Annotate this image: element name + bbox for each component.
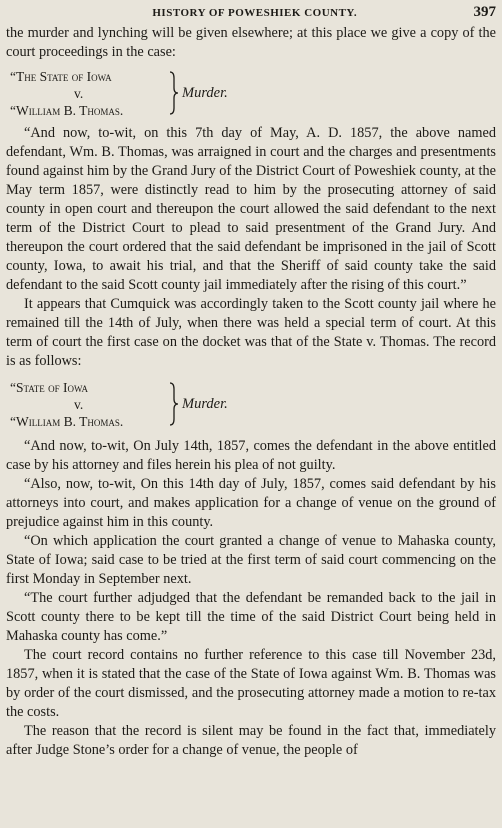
caption-1-plaintiff: “The State of Iowa: [10, 68, 112, 84]
page-number: 397: [473, 4, 496, 20]
paragraph-case-dismissed: The court record contains no further reference to this case till November 23d, 1857, when it is stated that the case of the State of Iowa against Wm. B. Thomas was by order of the court dismissed, and the prosecuting attorney made a motion to re-tax the costs.: [6, 647, 496, 720]
caption-2-plaintiff: “State of Iowa: [10, 379, 89, 395]
caption-1-charge: Murder.: [182, 84, 228, 101]
paragraph-arraignment: “And now, to-wit, on this 7th day of May, A. D. 1857, the above named defendant, Wm. B. Thomas, was arraigned in court and the charges and presentments found against him by the Grand Jury of the District Court of Poweshiek county, at the May term 1857, were distinctly read to him by the prosecuting attorney of said county in open court and thereupon the court allowed the said defendant to the next term of the District Court to plead to said presentment of the Grand Jury. And thereupon the court ordered that the said defendant be imprisoned in the jail of Scott county, Iowa, to await his trial, and that the Sheriff of said county take the said defendant to the said Scott county jail immediately after the rising of this court.”: [6, 125, 496, 293]
paragraph-change-of-venue-application: “Also, now, to-wit, On this 14th day of July, 1857, comes said defendant by his attorneys into court, and makes application for a change of venue on the ground of prejudice against him in this county.: [6, 476, 496, 530]
caption-1-defendant: “William B. Thomas.: [10, 102, 124, 118]
paragraph-plea: “And now, to-wit, On July 14th, 1857, comes the defendant in the above entitled case by his attorney and files herein his plea of not guilty.: [6, 438, 496, 473]
paragraph-remanded: “The court further adjudged that the defendant be remanded back to the jail in Scott county there to be kept till the time of the said District Court being held in Mahaska county has come.”: [6, 590, 496, 644]
case-caption-1: [10, 66, 496, 120]
curly-brace-icon: [168, 381, 180, 427]
case-caption-2: [10, 377, 496, 431]
caption-2-versus: v.: [74, 396, 84, 412]
paragraph-scott-county-jail: It appears that Cumquick was accordingly taken to the Scott county jail where he remained till the 14th of July, when there was held a special term of court. At this term of court the first case on the docket was that of the State v. Thomas. The record is as follows:: [6, 296, 496, 369]
running-head: [6, 0, 496, 24]
curly-brace-icon: [168, 70, 180, 116]
caption-2-defendant: “William B. Thomas.: [10, 413, 124, 429]
running-head-title: HISTORY OF POWESHIEK COUNTY.: [152, 7, 358, 19]
caption-1-versus: v.: [74, 85, 84, 101]
caption-2-charge: Murder.: [182, 395, 228, 412]
paragraph-record-silent: The reason that the record is silent may be found in the fact that, immediately after Judge Stone’s order for a change of venue, the people of: [6, 723, 496, 758]
paragraph-venue-granted: “On which application the court granted a change of venue to Mahaska county, State of Iowa; said case to be tried at the first term of said court commencing on the first Monday in September next.: [6, 533, 496, 587]
paragraph-intro: the murder and lynching will be given elsewhere; at this place we give a copy of the court proceedings in the case:: [6, 25, 496, 60]
